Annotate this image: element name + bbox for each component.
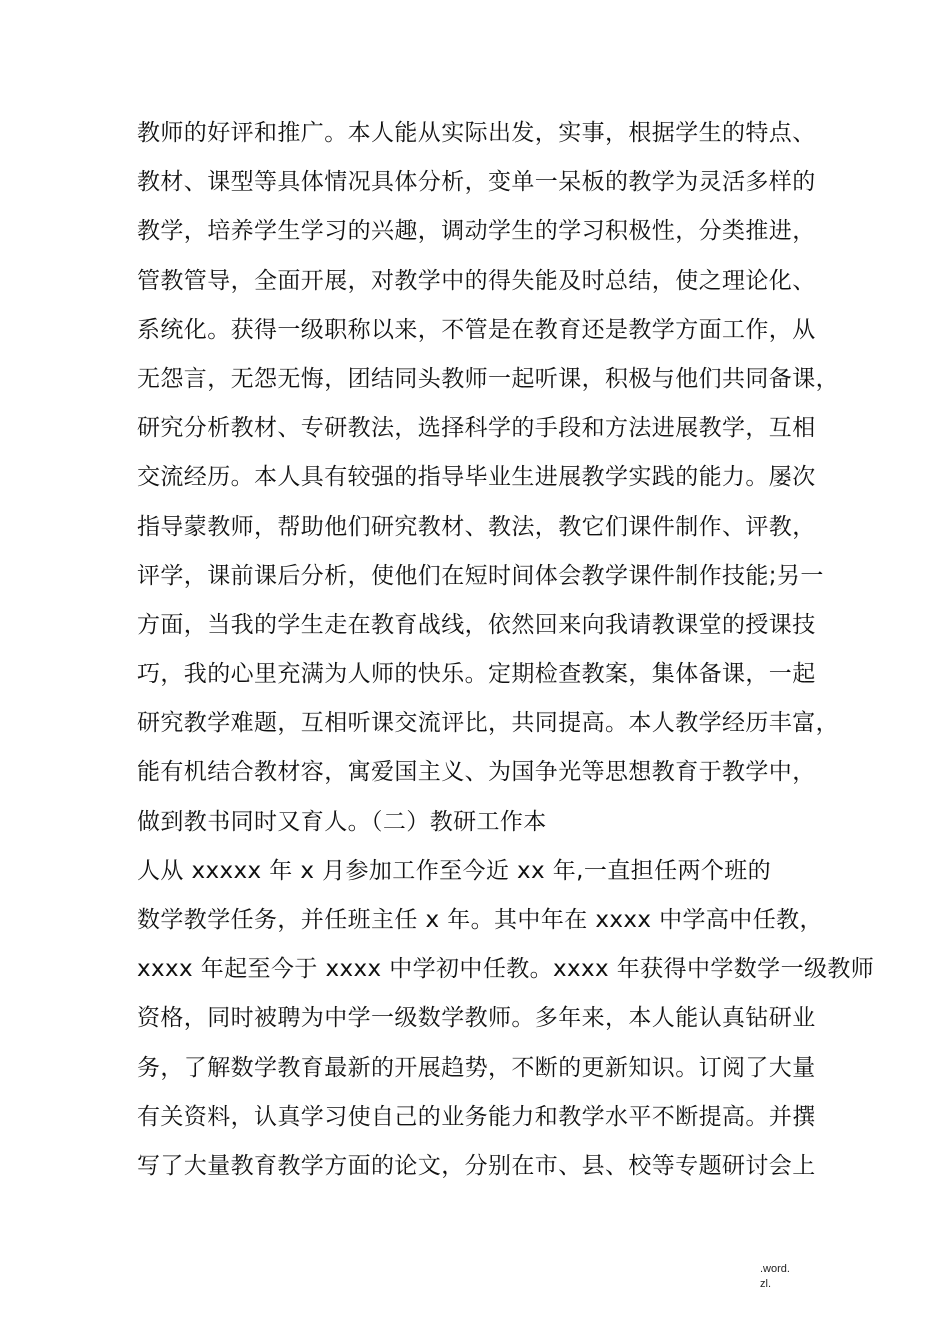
page-footer: [760, 1262, 790, 1292]
text-line: 系统化。获得一级职称以来，不管是在教育还是教学方面工作，从: [137, 316, 816, 343]
text-line: 研究分析教材、专研教法，选择科学的手段和方法进展教学，互相: [137, 415, 816, 442]
text-line: xxxx 年起至今于 xxxx 中学初中任教。xxxx 年获得中学数学一级教师: [137, 956, 875, 983]
text-line: 人从 xxxxx 年 x 月参加工作至今近 xx 年,一直担任两个班的: [137, 857, 772, 884]
text-line: 评学，课前课后分析，使他们在短时间体会教学课件制作技能;另一: [137, 562, 824, 589]
text-line: 做到教书同时又育人。（二）教研工作本: [137, 808, 547, 835]
text-line: 务，了解数学教育最新的开展趋势，不断的更新知识。订阅了大量: [137, 1054, 816, 1081]
text-line: 写了大量教育教学方面的论文，分别在市、县、校等专题研讨会上: [137, 1152, 816, 1179]
text-line: 教师的好评和推广。本人能从实际出发，实事，根据学生的特点、: [137, 120, 816, 146]
footer-line-zl: zl.: [760, 1278, 771, 1290]
text-line: 无怨言，无怨无悔，团结同头教师一起听课，积极与他们共同备课，: [137, 365, 839, 392]
text-line: 能有机结合教材容，寓爱国主义、为国争光等思想教育于教学中，: [137, 759, 816, 786]
footer-line-word: .word.: [760, 1263, 790, 1275]
text-line: 教学，培养学生学习的兴趣，调动学生的学习积极性，分类推进，: [137, 218, 816, 245]
text-line: 方面，当我的学生走在教育战线，依然回来向我请教课堂的授课技: [137, 611, 816, 638]
text-line: 教材、课型等具体情况具体分析，变单一呆板的教学为灵活多样的: [137, 169, 816, 196]
text-line: 数学教学任务，并任班主任 x 年。其中年在 xxxx 中学高中任教，: [137, 907, 823, 933]
text-line: 研究教学难题，互相听课交流评比，共同提高。本人教学经历丰富，: [137, 710, 839, 737]
text-line: 巧，我的心里充满为人师的快乐。定期检查教案，集体备课，一起: [137, 661, 816, 688]
text-line: 交流经历。本人具有较强的指导毕业生进展教学实践的能力。屡次: [137, 464, 816, 491]
text-line: 资格，同时被聘为中学一级数学教师。多年来，本人能认真钻研业: [137, 1005, 816, 1032]
text-line: 指导蒙教师，帮助他们研究教材、教法，教它们课件制作、评教，: [137, 513, 816, 540]
text-line: 有关资料，认真学习使自己的业务能力和教学水平不断提高。并撰: [137, 1103, 816, 1130]
text-line: 管教管导，全面开展，对教学中的得失能及时总结，使之理论化、: [137, 267, 816, 294]
body-text: [137, 109, 875, 1191]
